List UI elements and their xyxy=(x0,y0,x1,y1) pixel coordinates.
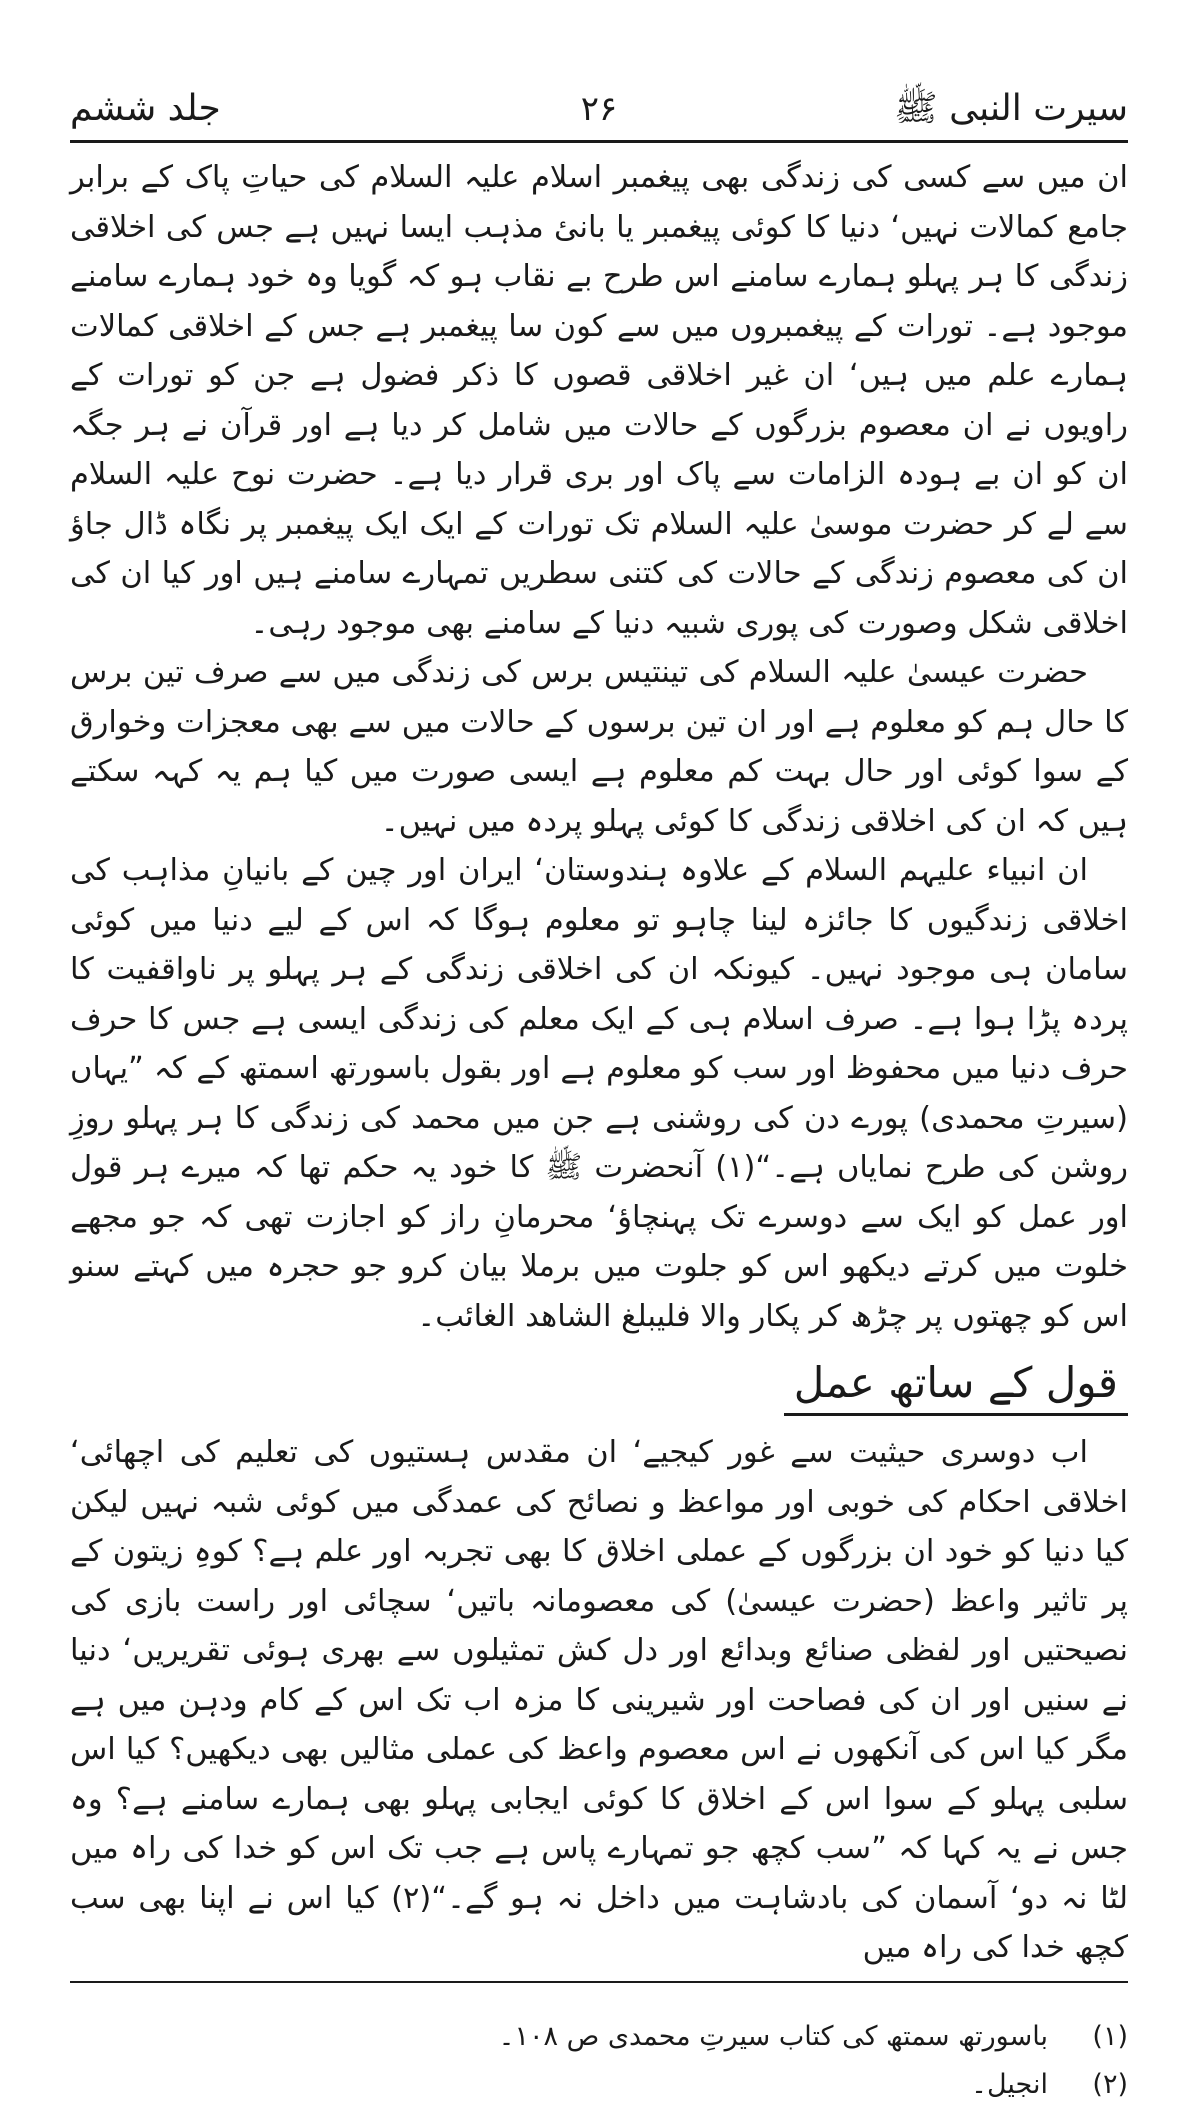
footnotes xyxy=(70,2013,1128,2109)
volume-label: جلد ششم xyxy=(70,88,221,129)
running-header xyxy=(70,78,1128,140)
footnote-rule xyxy=(70,1981,1128,1983)
paragraph-1: ان میں سے کسی کی زندگی بھی پیغمبر اسلام علیہ السلام کی حیاتِ پاک کے برابر جامع کمالات نہیں‘ دنیا کا کوئی پیغمبر یا بانیٔ مذہب ایسا نہیں ہے جس کی اخلاقی زندگی کا ہر پہلو ہمارے سامنے اس طرح بے نقاب ہو کہ گویا وہ خود ہمارے سامنے موجود ہے۔ تورات کے پیغمبروں میں سے کون سا پیغمبر ہے جس کے اخلاقی کمالات ہمارے علم میں ہیں‘ ان غیر اخلاقی قصوں کا ذکر فضول ہے جن کو تورات کے راویوں نے ان معصوم بزرگوں کے حالات میں شامل کر دیا ہے اور قرآن نے ہر جگہ ان کو ان بے ہودہ الزامات سے پاک اور بری قرار دیا ہے۔ حضرت نوح علیہ السلام سے لے کر حضرت موسیٰ علیہ السلام تک تورات کے ایک ایک پیغمبر پر نگاہ ڈال جاؤ ان کی معصوم زندگی کے حالات کی کتنی سطریں تمہارے سامنے ہیں اور کیا ان کی اخلاقی شکل وصورت کی پوری شبیہ دنیا کے سامنے بھی موجود رہی۔ xyxy=(70,160,1128,641)
section-heading: قول کے ساتھ عمل xyxy=(784,1355,1128,1416)
section-paragraph: اب دوسری حیثیت سے غور کیجیے‘ ان مقدس ہستیوں کی تعلیم کی اچھائی‘ اخلاقی احکام کی خوبی اور مواعظ و نصائح کی عمدگی میں کوئی شبہ نہیں لیکن کیا دنیا کو خود ان بزرگوں کے عملی اخلاق کا بھی تجربہ اور علم ہے؟ کوہِ زیتون کے پر تاثیر واعظ (حضرت عیسیٰ) کی معصومانہ باتیں‘ سچائی اور راست بازی کی نصیحتیں اور لفظی صنائع وبدائع اور دل کش تمثیلوں سے بھری ہوئی تقریریں‘ دنیا نے سنیں اور ان کی فصاحت اور شیرینی کا مزہ اب تک اس کے کام ودہن میں ہے مگر کیا اس کی آنکھوں نے اس معصوم واعظ کی عملی مثالیں بھی دیکھیں؟ کیا اس سلبی پہلو کے سوا اس کے اخلاق کا کوئی ایجابی پہلو بھی ہمارے سامنے ہے؟ وہ جس نے یہ کہا کہ ”سب کچھ جو تمہارے پاس ہے جب تک اس کو خدا کی راہ میں لٹا نہ دو‘ آسمان کی بادشاہت میں داخل نہ ہو گے۔“(۲) کیا اس نے اپنا بھی سب کچھ خدا کی راہ میں xyxy=(70,1435,1129,1965)
footnote-1 xyxy=(70,2013,1128,2061)
book-title: سیرت النبی ﷺ xyxy=(894,88,1128,129)
footnote-2 xyxy=(70,2061,1128,2109)
book-page xyxy=(70,78,1129,2100)
body-text xyxy=(70,153,1128,1973)
footnote-text: باسورتھ سمتھ کی کتاب سیرتِ محمدی ص ۱۰۸۔ xyxy=(498,2020,1048,2052)
page-number: ۲۶ xyxy=(580,89,618,129)
section-heading-container xyxy=(70,1355,1128,1416)
paragraph-3: ان انبیاء علیہم السلام کے علاوہ ہندوستان‘ ایران اور چین کے بانیانِ مذاہب کی اخلاقی زندگیوں کا جائزہ لینا چاہو تو معلوم ہوگا کہ اس کے لیے دنیا میں کوئی سامان ہی موجود نہیں۔ کیونکہ ان کی اخلاقی زندگی کے ہر پہلو پر ناواقفیت کا پردہ پڑا ہوا ہے۔ صرف اسلام ہی کے ایک معلم کی زندگی ایسی ہے جس کا حرف حرف دنیا میں محفوظ اور سب کو معلوم ہے اور بقول باسورتھ اسمتھ کے کہ ”یہاں (سیرتِ محمدی) پورے دن کی روشنی ہے جن میں محمد کی زندگی کا ہر پہلو روزِ روشن کی طرح نمایاں ہے۔“(۱) آنحضرت ﷺ کا خود یہ حکم تھا کہ میرے ہر قول اور عمل کو ایک سے دوسرے تک پہنچاؤ‘ محرمانِ راز کو اجازت تھی کہ جو مجھے خلوت میں کرتے دیکھو اس کو جلوت میں برملا بیان کرو جو حجرہ میں کہتے سنو اس کو چھتوں پر چڑھ کر پکار والا فلیبلغ الشاھد الغائب۔ xyxy=(70,853,1129,1334)
footnote-number: (۲) xyxy=(1092,2068,1128,2100)
footnote-number: (۱) xyxy=(1092,2020,1128,2052)
paragraph-2: حضرت عیسیٰ علیہ السلام کی تینتیس برس کی زندگی میں سے صرف تین برس کا حال ہم کو معلوم ہے اور ان تین برسوں کے حالات میں سے بھی معجزات وخوارق کے سوا کوئی اور حال بہت کم معلوم ہے ایسی صورت میں کیا ہم یہ کہہ سکتے ہیں کہ ان کی اخلاقی زندگی کا کوئی پہلو پردہ میں نہیں۔ xyxy=(70,655,1128,839)
footnote-text: انجیل۔ xyxy=(971,2068,1048,2100)
header-rule xyxy=(70,140,1128,143)
